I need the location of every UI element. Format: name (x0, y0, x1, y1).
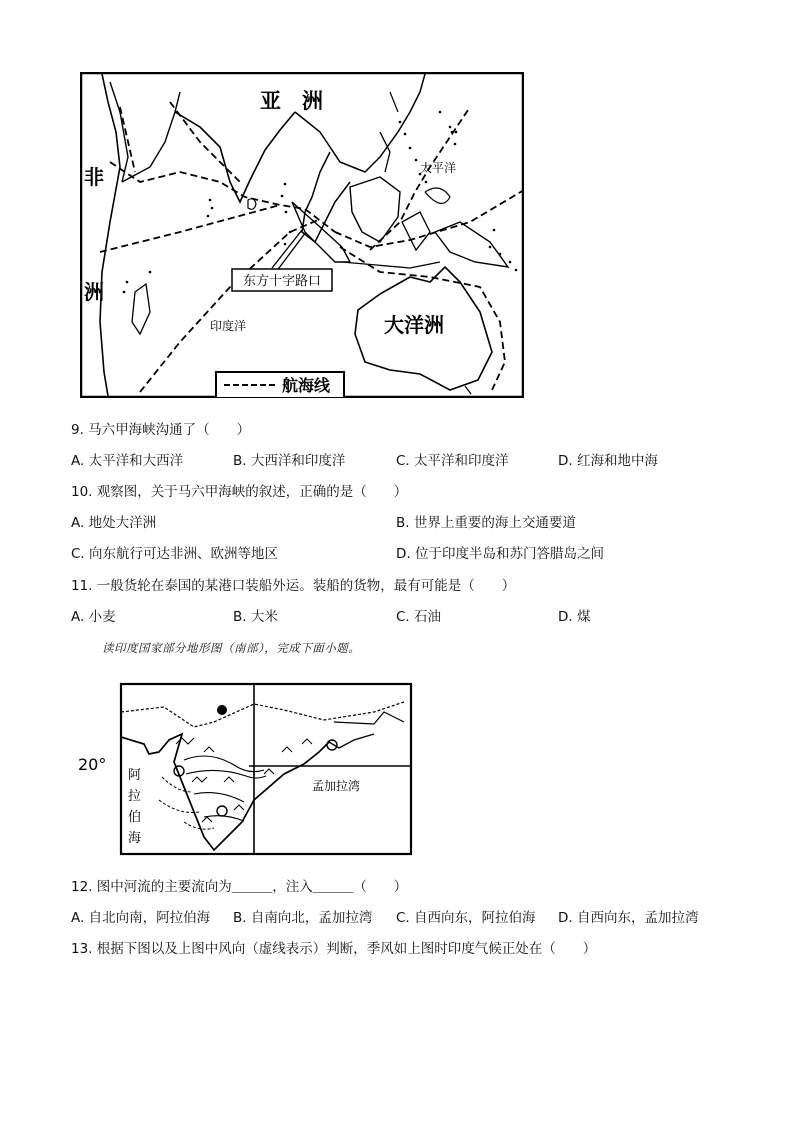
question-11-option-b[interactable]: B. 大米 (233, 609, 278, 625)
question-10-option-b[interactable]: B. 世界上重要的海上交通要道 (396, 515, 576, 531)
question-12-stem: 12. 图中河流的主要流向为＿＿＿，注入＿＿＿（ ） (71, 879, 408, 895)
indian-ocean-label: 印度洋 (210, 319, 247, 333)
africa-label-top: 非 (84, 165, 104, 189)
question-10-stem: 10. 观察图，关于马六甲海峡的叙述，正确的是（ ） (71, 484, 408, 500)
question-12-option-c[interactable]: C. 自西向东，阿拉伯海 (396, 910, 536, 926)
arabian-sea-char-3: 伯 (128, 810, 142, 825)
question-11-option-c[interactable]: C. 石油 (396, 609, 442, 625)
pacific-label: 太平洋 (420, 161, 457, 175)
question-10-option-c[interactable]: C. 向东航行可达非洲、欧洲等地区 (71, 546, 279, 562)
question-13-stem: 13. 根据下图以及上图中风向（虚线表示）判断，季风如上图时印度气候正处在（ ） (71, 941, 597, 957)
africa-label-bottom: 洲 (84, 280, 104, 304)
legend-label: 航海线 (282, 376, 331, 395)
question-10-option-a[interactable]: A. 地处大洋洲 (71, 515, 157, 531)
question-9-stem: 9. 马六甲海峡沟通了（ ） (71, 422, 251, 438)
asia-label: 亚 洲 (260, 89, 323, 113)
question-12-option-d[interactable]: D. 自西向东，孟加拉湾 (558, 910, 699, 926)
arabian-sea-char-4: 海 (128, 831, 142, 846)
crossroads-label: 东方十字路口 (242, 274, 322, 289)
question-11-option-a[interactable]: A. 小麦 (71, 609, 116, 625)
question-9-option-b[interactable]: B. 大西洋和印度洋 (233, 453, 346, 469)
malacca-strait-map (80, 72, 524, 398)
arabian-sea-char-2: 拉 (128, 789, 142, 804)
india-south-map (74, 682, 414, 858)
arabian-sea-char-1: 阿 (128, 768, 142, 783)
oceania-label: 大洋洲 (384, 313, 444, 337)
question-12-option-a[interactable]: A. 自北向南，阿拉伯海 (71, 910, 211, 926)
bay-of-bengal-label: 孟加拉湾 (312, 779, 361, 793)
question-12-option-b[interactable]: B. 自南向北，孟加拉湾 (233, 910, 373, 926)
question-9-option-a[interactable]: A. 太平洋和大西洋 (71, 453, 184, 469)
question-9-option-c[interactable]: C. 太平洋和印度洋 (396, 453, 509, 469)
question-9-option-d[interactable]: D. 红海和地中海 (558, 453, 658, 469)
question-11-option-d[interactable]: D. 煤 (558, 609, 591, 625)
latitude-label: 20° (78, 755, 107, 774)
map2-intro: 读印度国家部分地形图（南部），完成下面小题。 (102, 641, 361, 655)
question-10-option-d[interactable]: D. 位于印度半岛和苏门答腊岛之间 (396, 546, 604, 562)
question-11-stem: 11. 一般货轮在泰国的某港口装船外运。装船的货物，最有可能是（ ） (71, 578, 516, 594)
